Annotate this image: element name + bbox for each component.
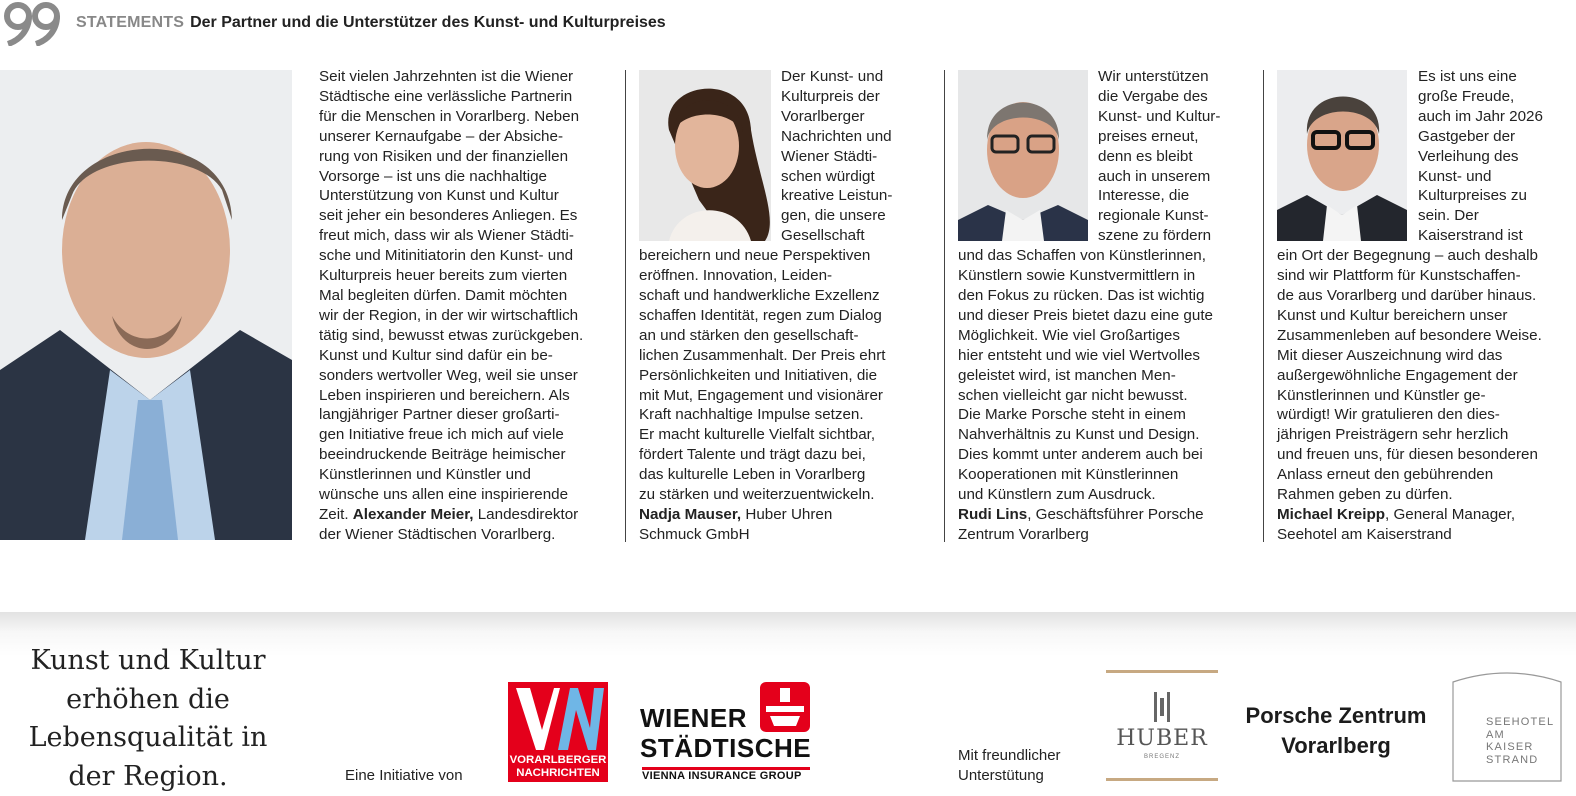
statement-line: Künstlerinnen und Künstler ge- <box>1277 386 1567 406</box>
column-divider <box>625 70 626 542</box>
statement-line: Nachrichten und <box>781 127 914 147</box>
statement-line: für die Menschen in Vorarlberg. Neben <box>319 107 611 127</box>
seehotel-logo-text <box>1486 716 1554 766</box>
statement-line: Seit vielen Jahrzehnten ist die Wiener <box>319 67 611 87</box>
statement-line: Zusammenleben auf besondere Weise. <box>1277 326 1567 346</box>
header <box>0 0 1576 46</box>
wiener-staedtische-logo <box>640 680 812 784</box>
statement-line: Kulturpreis heuer bereits zum vierten <box>319 266 611 286</box>
author-role-line2: Zentrum Vorarlberg <box>958 525 1238 545</box>
statement-line: rung von Risiken und der finanziellen <box>319 147 611 167</box>
statement-line: schaffen Identität, regen zum Dialog <box>639 306 914 326</box>
statement-line: Vorarlberger <box>781 107 914 127</box>
ws-logo-subline: VIENNA INSURANCE GROUP <box>642 770 802 782</box>
seehotel-logo-line: AM <box>1486 729 1554 742</box>
statement-line: und freuen uns, für diesen besonderen <box>1277 445 1567 465</box>
statement-line: langjähriger Partner dieser großarti- <box>319 405 611 425</box>
statement-line: wünsche uns allen eine inspirierende <box>319 485 611 505</box>
statement-line: sind wir Plattform für Kunstschaffen- <box>1277 266 1567 286</box>
initiative-label: Eine Initiative von <box>345 766 463 786</box>
statement-line: schen würdigt <box>781 167 914 187</box>
statement-line: Der Kunst- und <box>781 67 914 87</box>
statement-line: Verleihung des <box>1418 147 1567 167</box>
page-title: Der Partner und die Unterstützer des Kunst- und Kulturpreises <box>190 14 666 31</box>
slogan-line: der Region. <box>14 758 282 796</box>
statement-line: ein Ort der Begegnung – auch deshalb <box>1277 246 1567 266</box>
statement-line: Kunst und Kultur bereichern unser <box>1277 306 1567 326</box>
statement-line: an und stärken den gesellschaft- <box>639 326 914 346</box>
seehotel-logo-line: SEEHOTEL <box>1486 716 1554 729</box>
vn-logo-text <box>508 754 608 779</box>
huber-monogram-icon <box>1152 692 1172 722</box>
support-label-line: Unterstütung <box>958 766 1061 786</box>
statement-line: Dies kommt unter anderem auch bei <box>958 445 1238 465</box>
section-kicker <box>76 14 666 32</box>
statement-line: Kooperationen mit Künstlerinnen <box>958 465 1238 485</box>
porsche-zentrum-logo <box>1234 701 1438 761</box>
statement-line: regionale Kunst- <box>1098 206 1238 226</box>
statement-line: außergewöhnliche Engagement der <box>1277 366 1567 386</box>
author-role: Landesdirektor <box>478 506 578 523</box>
statement-line: Rahmen geben zu dürfen. <box>1277 485 1567 505</box>
statement-line: auch in unserem <box>1098 167 1238 187</box>
author-name: Nadja Mauser, <box>639 506 741 523</box>
statement-line: Künstlerinnen und Künstler und <box>319 465 611 485</box>
statement-byline <box>319 505 611 525</box>
statement-line: schaft und handwerkliche Exzellenz <box>639 286 914 306</box>
statement-line: und das Schaffen von Künstlerinnen, <box>958 246 1238 266</box>
vorarlberger-nachrichten-logo <box>508 682 608 782</box>
statement-line: Kaiserstrand ist <box>1418 226 1567 246</box>
statement-line: Kraft nachhaltige Impulse setzen. <box>639 405 914 425</box>
statement-line: Künstlern sowie Kunstvermittlern in <box>958 266 1238 286</box>
vn-logo-line: VORARLBERGER <box>508 754 608 767</box>
statement-line: seit jeher ein besonderes Anliegen. Es <box>319 206 611 226</box>
quote-mark-icon <box>2 0 66 46</box>
statement-line: Interesse, die <box>1098 186 1238 206</box>
statement-line: schen vielleicht gar nicht bewusst. <box>958 386 1238 406</box>
statement-column-4 <box>1277 67 1567 545</box>
closing-word: Zeit. <box>319 506 349 523</box>
statement-line: sein. Der <box>1418 206 1567 226</box>
statement-line: lichen Zusammenhalt. Der Preis ehrt <box>639 346 914 366</box>
statement-line: Nahverhältnis zu Kunst und Design. <box>958 425 1238 445</box>
statement-line: freut mich, dass wir als Wiener Städti- <box>319 226 611 246</box>
statement-line: jährigen Preisträgern sehr herzlich <box>1277 425 1567 445</box>
statement-line: gen Initiative freue ich mich auf viele <box>319 425 611 445</box>
huber-subline: BREGENZ <box>1106 754 1218 760</box>
statement-line: und Künstlern zum Ausdruck. <box>958 485 1238 505</box>
porsche-logo-line: Porsche Zentrum <box>1234 701 1438 731</box>
statement-line: sche und Mitinitiatorin den Kunst- und <box>319 246 611 266</box>
kicker-label: STATEMENTS <box>76 14 184 31</box>
statement-line: Die Marke Porsche steht in einem <box>958 405 1238 425</box>
statement-line: denn es bleibt <box>1098 147 1238 167</box>
statement-line: Vorsorge – ist uns die nachhaltige <box>319 167 611 187</box>
statement-byline <box>1277 505 1567 525</box>
statement-line: Wir unterstützen <box>1098 67 1238 87</box>
statement-line: auch im Jahr 2026 <box>1418 107 1567 127</box>
author-role: Huber Uhren <box>745 506 832 523</box>
statement-line: sonders wertvoller Weg, weil sie unser <box>319 366 611 386</box>
support-label <box>958 746 1061 786</box>
statement-byline <box>958 505 1238 525</box>
footer-slogan <box>14 642 282 796</box>
statement-line: große Freude, <box>1418 87 1567 107</box>
statement-line: Kunst- und <box>1418 167 1567 187</box>
author-role-line2: Schmuck GmbH <box>639 525 914 545</box>
statement-line: das kulturelle Leben in Vorarlberg <box>639 465 914 485</box>
statement-line: mit Mut, Engagement und visionärer <box>639 386 914 406</box>
statement-column-3 <box>958 67 1238 545</box>
huber-top-rule <box>1106 670 1218 673</box>
statement-line: fördert Talente und trägt dazu bei, <box>639 445 914 465</box>
statement-line: tätig sind, bewusst etwas zurückgeben. <box>319 326 611 346</box>
statement-line: unserer Kernaufgabe – der Absiche- <box>319 127 611 147</box>
statement-line: den Fokus zu rücken. Das ist wichtig <box>958 286 1238 306</box>
slogan-line: erhöhen die <box>14 681 282 720</box>
statement-line: eröffnen. Innovation, Leiden- <box>639 266 914 286</box>
statement-line: Wiener Städti- <box>781 147 914 167</box>
ws-logo-line-1: WIENER <box>640 704 747 732</box>
slogan-line: Kunst und Kultur <box>14 642 282 681</box>
vn-letters-icon <box>508 682 608 754</box>
statement-line: Städtische eine verlässliche Partnerin <box>319 87 611 107</box>
statement-line: Es ist uns eine <box>1418 67 1567 87</box>
statement-line: gen, die unsere <box>781 206 914 226</box>
statement-byline <box>639 505 914 525</box>
statement-line: Leben inspirieren und bereichern. Als <box>319 386 611 406</box>
author-role-line2: Seehotel am Kaiserstrand <box>1277 525 1567 545</box>
statement-line: Persönlichkeiten und Initiativen, die <box>639 366 914 386</box>
author-name: Michael Kreipp <box>1277 506 1385 523</box>
statement-line: szene zu fördern <box>1098 226 1238 246</box>
seehotel-logo-line: KAISER <box>1486 741 1554 754</box>
statement-line: Gesellschaft <box>781 226 914 246</box>
statement-line: wir der Region, in der wir wirtschaftlich <box>319 306 611 326</box>
ws-logo-line-2: STÄDTISCHE <box>640 734 811 762</box>
statement-line: Anlass erneut den gebührenden <box>1277 465 1567 485</box>
statement-line: Kulturpreises zu <box>1418 186 1567 206</box>
porsche-logo-line: Vorarlberg <box>1234 731 1438 761</box>
statement-line: Unterstützung von Kunst und Kultur <box>319 186 611 206</box>
statement-line: würdigt! Wir gratulieren den dies- <box>1277 405 1567 425</box>
slogan-line: Lebensqualität in <box>14 719 282 758</box>
statement-column-1 <box>319 67 611 545</box>
statement-line: hier entsteht und wie viel Wertvolles <box>958 346 1238 366</box>
statement-line: Gastgeber der <box>1418 127 1567 147</box>
statement-line: und dieser Preis bietet dazu eine gute <box>958 306 1238 326</box>
author-role: , Geschäftsführer Porsche <box>1027 506 1203 523</box>
statement-line: beeindruckende Beiträge heimischer <box>319 445 611 465</box>
wiener-staedtische-emblem-icon <box>760 682 810 732</box>
statement-line: Mit dieser Auszeichnung wird das <box>1277 346 1567 366</box>
statement-line: preises erneut, <box>1098 127 1238 147</box>
statement-line: Kunst und Kultur sind dafür ein be- <box>319 346 611 366</box>
statement-line: Er macht kulturelle Vielfalt sichtbar, <box>639 425 914 445</box>
support-label-line: Mit freundlicher <box>958 746 1061 766</box>
author-name: Rudi Lins <box>958 506 1027 523</box>
huber-logo <box>1106 668 1218 784</box>
statement-line: Möglichkeit. Wie viel Großartiges <box>958 326 1238 346</box>
huber-name: HUBER <box>1106 726 1218 751</box>
statement-column-2 <box>639 67 914 545</box>
column-divider <box>1263 70 1264 542</box>
statement-line: die Vergabe des <box>1098 87 1238 107</box>
author-name: Alexander Meier, <box>353 506 474 523</box>
seehotel-logo <box>1452 670 1562 782</box>
statement-line: kreative Leistun- <box>781 186 914 206</box>
portrait-photo-alexander-meier <box>0 70 292 540</box>
column-divider <box>944 70 945 542</box>
statement-line: zu stärken und weiterzuentwickeln. <box>639 485 914 505</box>
huber-bottom-rule <box>1106 778 1218 781</box>
author-role-line2: der Wiener Städtischen Vorarlberg. <box>319 525 611 545</box>
statement-line: Kunst- und Kultur- <box>1098 107 1238 127</box>
seehotel-logo-line: STRAND <box>1486 754 1554 767</box>
statement-line: geleistet wird, ist manchen Men- <box>958 366 1238 386</box>
vn-logo-line: NACHRICHTEN <box>508 767 608 780</box>
statement-line: Mal begleiten dürfen. Damit möchten <box>319 286 611 306</box>
statement-line: de aus Vorarlberg und darüber hinaus. <box>1277 286 1567 306</box>
author-role: , General Manager, <box>1385 506 1515 523</box>
statement-line: Kulturpreis der <box>781 87 914 107</box>
statement-line: bereichern und neue Perspektiven <box>639 246 914 266</box>
